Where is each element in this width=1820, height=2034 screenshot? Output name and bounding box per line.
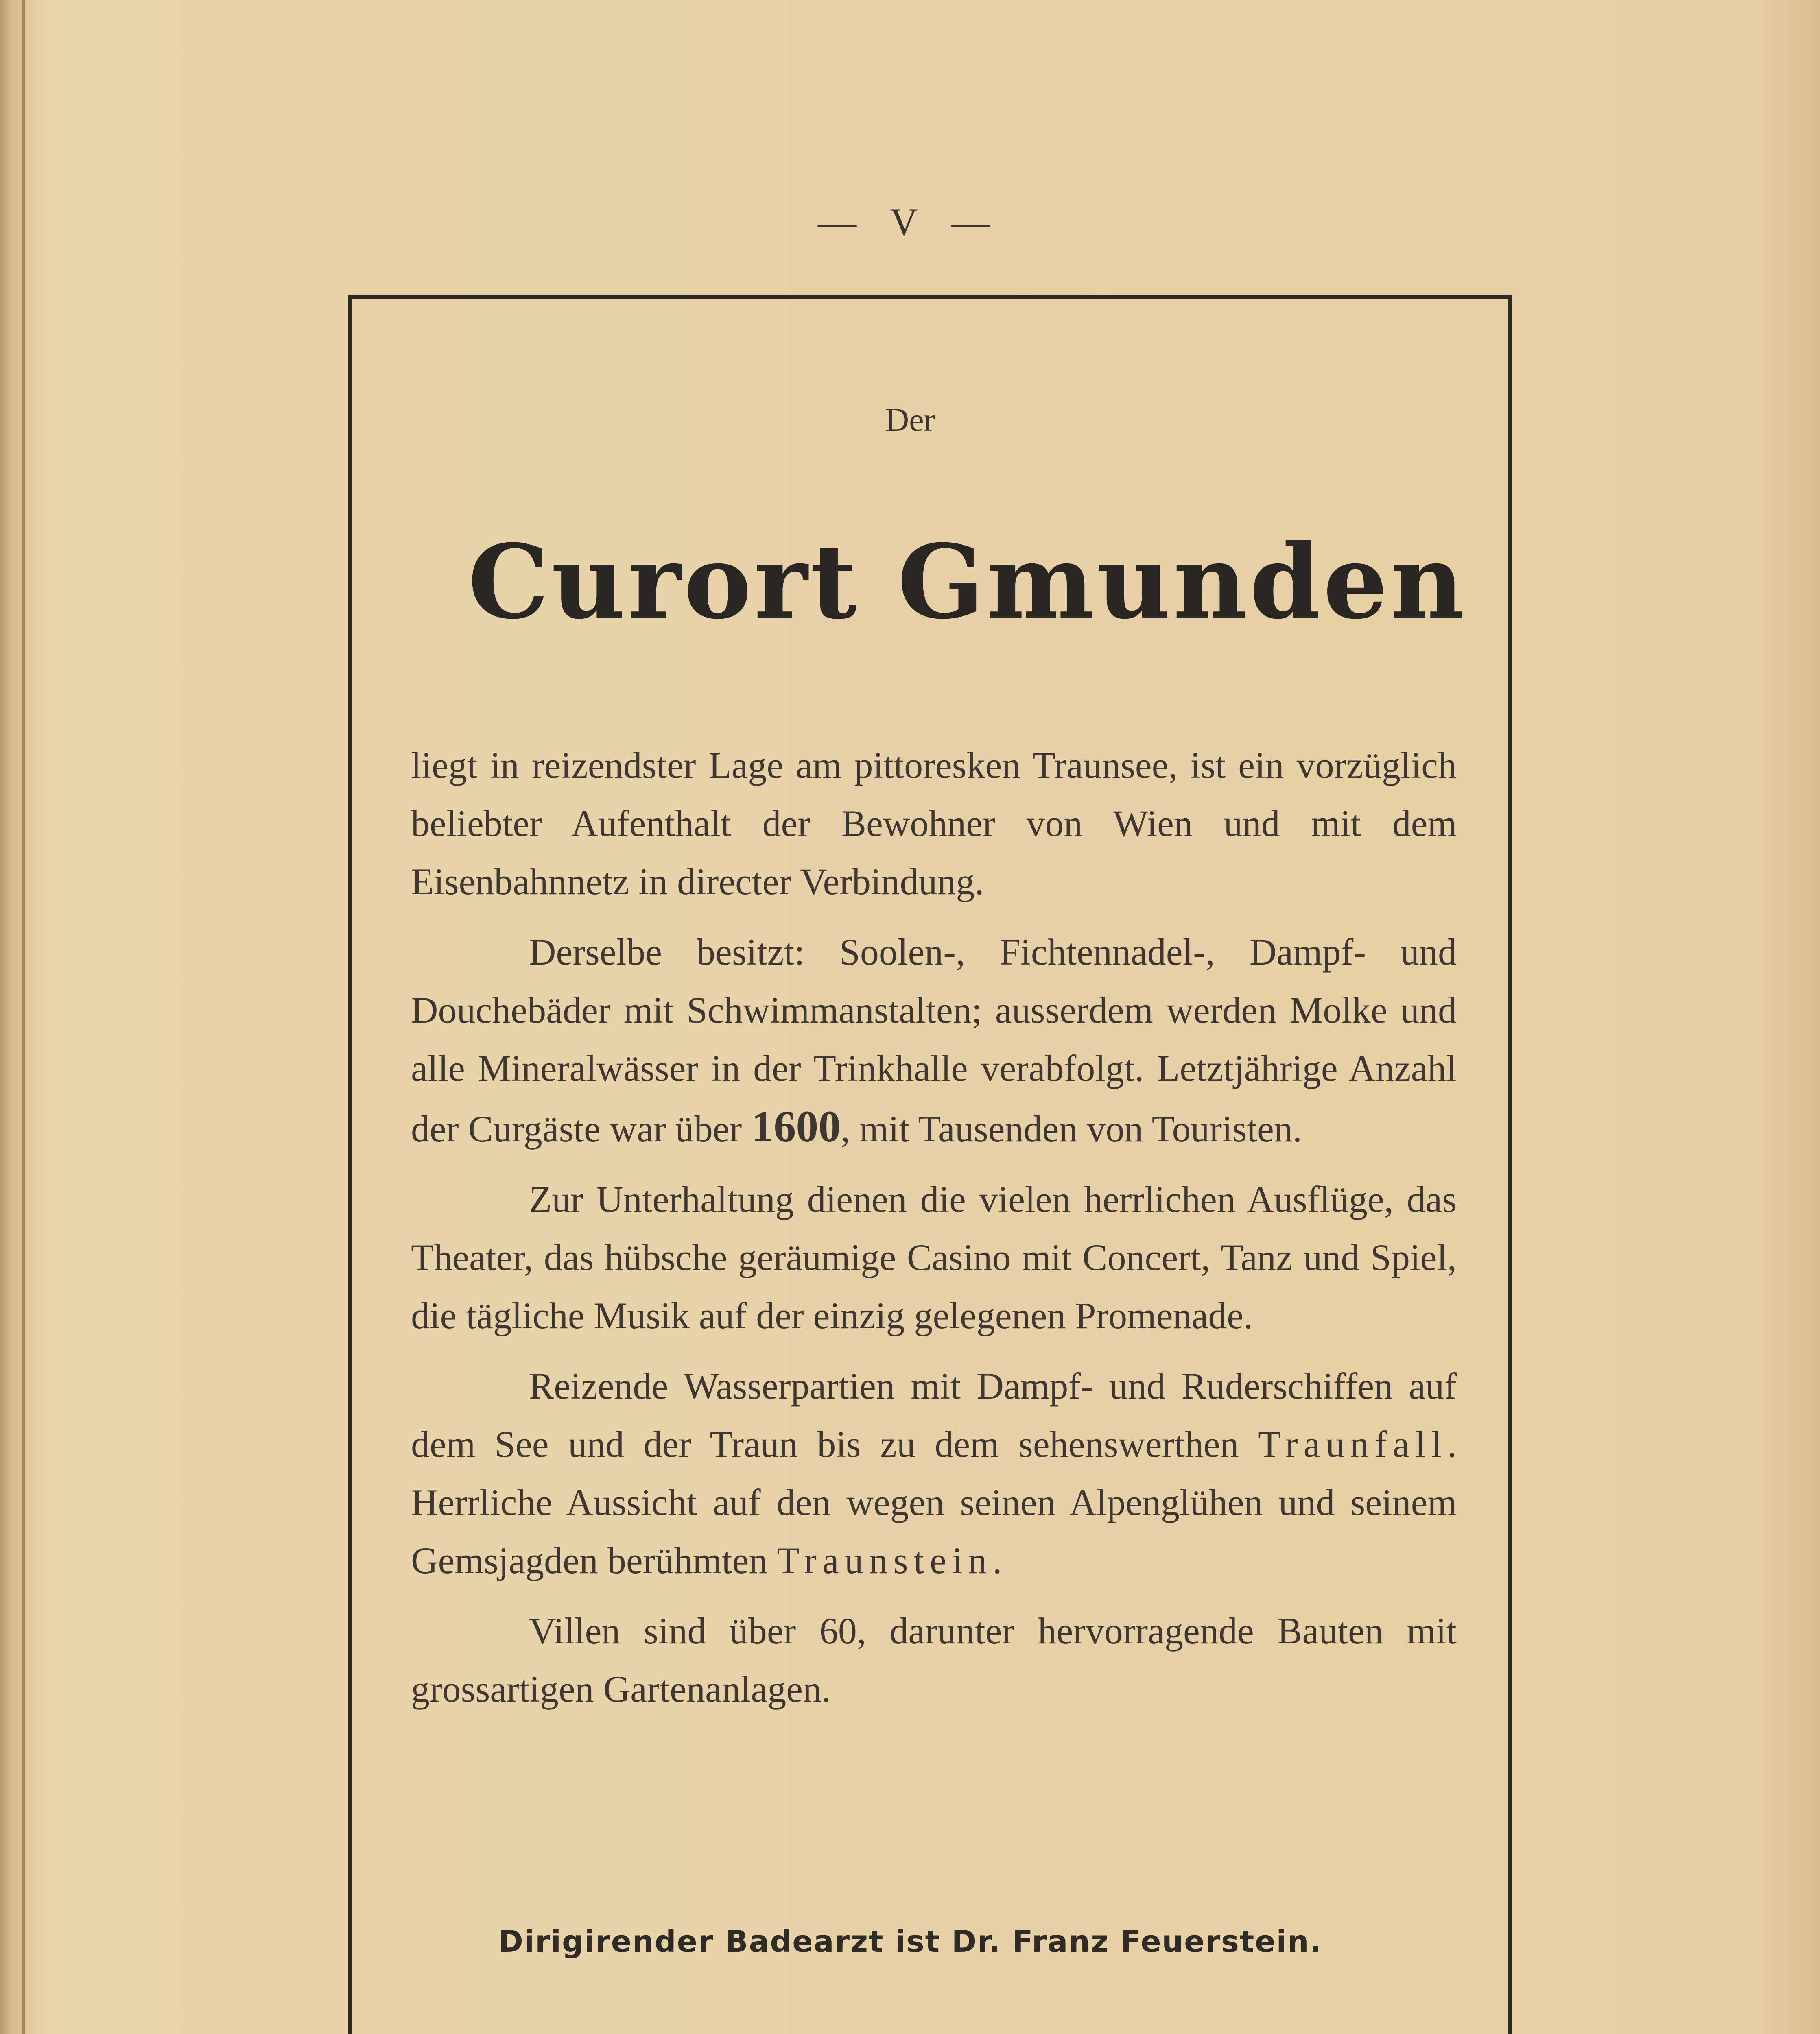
paragraph-4-text-b: . Herrliche Aussicht auf den wegen seinen Alpenglühen und seinem Gemsjagden berühmten <box>411 1423 1457 1581</box>
paragraph-4 <box>411 1357 1457 1590</box>
traunstein-name: Traunstein <box>777 1540 993 1581</box>
paragraph-1 <box>411 736 1457 911</box>
paragraph-5-text: Villen sind über 60, darunter hervorragende Bauten mit grossartigen Gartenanlagen. <box>411 1610 1457 1710</box>
paragraph-4-text-a: Reizende Wasserpartien mit Dampf- und Ruderschiffen auf dem See und der Traun bis zu dem sehenswerthen <box>411 1365 1457 1465</box>
traunfall-name: Traunfall <box>1258 1423 1448 1465</box>
book-spine-edge <box>22 0 25 2034</box>
paragraph-2-text-a: Derselbe besitzt: Soolen-, Fichtennadel-, Dampf- und Douchebäder mit Schwimmanstalten; ausserdem werden Molke und alle Mineralwässer in der Trinkhalle verabfolgt. Letztjährige Anzahl der Curgäste war über <box>411 931 1457 1150</box>
paragraph-3 <box>411 1170 1457 1345</box>
body-text <box>411 736 1457 1731</box>
paragraph-3-text: Zur Unterhaltung dienen die vielen herrlichen Ausflüge, das Theater, das hübsche geräumige Casino mit Concert, Tanz und Spiel, die tägliche Musik auf der einzig gelegenen Promenade. <box>411 1178 1457 1336</box>
paragraph-2 <box>411 923 1457 1158</box>
page-title: Curort Gmunden <box>468 522 1467 642</box>
paragraph-4-end: . <box>992 1540 1002 1581</box>
heading-prefix: Der <box>885 401 935 438</box>
paragraph-2-text-b: , mit Tausenden von Touristen. <box>841 1108 1302 1150</box>
physician-note: Dirigirender Badearzt ist Dr. Franz Feuerstein. <box>498 1924 1322 1959</box>
guest-count: 1600 <box>751 1102 841 1151</box>
paragraph-5 <box>411 1602 1457 1718</box>
page-number: — V — <box>818 200 1002 243</box>
paragraph-1-text: liegt in reizendster Lage am pittoresken Traunsee, ist ein vorzüglich beliebter Aufenthalt der Bewohner von Wien und mit dem Eisenbahnnetz in directer Verbindung. <box>411 744 1457 902</box>
